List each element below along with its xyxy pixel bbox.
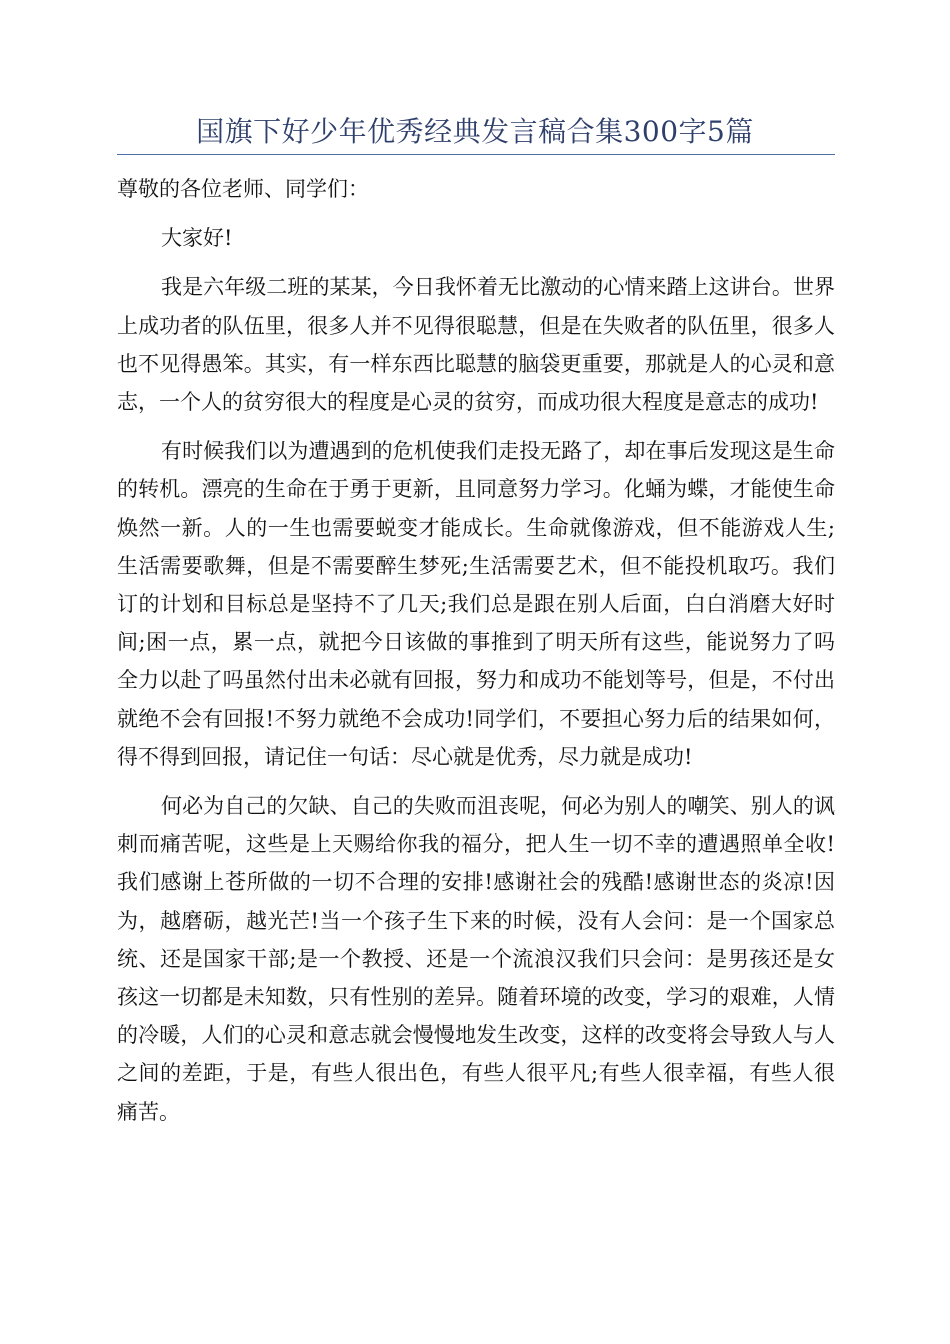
greeting: 大家好! <box>161 226 233 251</box>
paragraph-1: 我是六年级二班的某某，今日我怀着无比激动的心情来踏上这讲台。世界上成功者的队伍里，很多人并不见得很聪慧，但是在失败者的队伍里，很多人也不见得愚笨。其实，有一样东西比聪慧的脑袋更重要，那就是人的心灵和意志，一个人的贫穷很大的程度是心灵的贫穷，而成功很大程度是意志的成功! <box>117 275 835 415</box>
title-underline <box>117 154 835 155</box>
salutation: 尊敬的各位老师、同学们： <box>117 177 369 201</box>
document-title: 国旗下好少年优秀经典发言稿合集300字5篇 <box>196 115 754 148</box>
paragraph-3: 何必为自己的欠缺、自己的失败而沮丧呢，何必为别人的嘲笑、别人的讽刺而痛苦呢，这些是上天赐给你我的福分，把人生一切不幸的遭遇照单全收!我们感谢上苍所做的一切不合理的安排!感谢社会的残酷!感谢世态的炎凉!因为，越磨砺，越光芒!当一个孩子生下来的时候，没有人会问：是一个国家总统、还是国家干部;是一个教授、还是一个流浪汉我们只会问：是男孩还是女孩这一切都是未知数，只有性别的差异。随着环境的改变，学习的艰难，人情的冷暖，人们的心灵和意志就会慢慢地发生改变，这样的改变将会导致人与人之间的差距，于是，有些人很出色，有些人很平凡;有些人很幸福，有些人很痛苦。 <box>117 794 835 1124</box>
paragraph-2: 有时候我们以为遭遇到的危机使我们走投无路了，却在事后发现这是生命的转机。漂亮的生命在于勇于更新，且同意努力学习。化蛹为蝶，才能使生命焕然一新。人的一生也需要蜕变才能成长。生命就像游戏，但不能游戏人生;生活需要歌舞，但是不需要醉生梦死;生活需要艺术，但不能投机取巧。我们订的计划和目标总是坚持不了几天;我们总是跟在别人后面，白白消磨大好时间;困一点，累一点，就把今日该做的事推到了明天所有这些，能说努力了吗全力以赴了吗虽然付出未必就有回报，努力和成功不能划等号，但是，不付出就绝不会有回报!不努力就绝不会成功!同学们，不要担心努力后的结果如何，得不得到回报，请记住一句话：尽心就是优秀，尽力就是成功! <box>117 439 835 769</box>
document-body <box>117 170 835 1142</box>
